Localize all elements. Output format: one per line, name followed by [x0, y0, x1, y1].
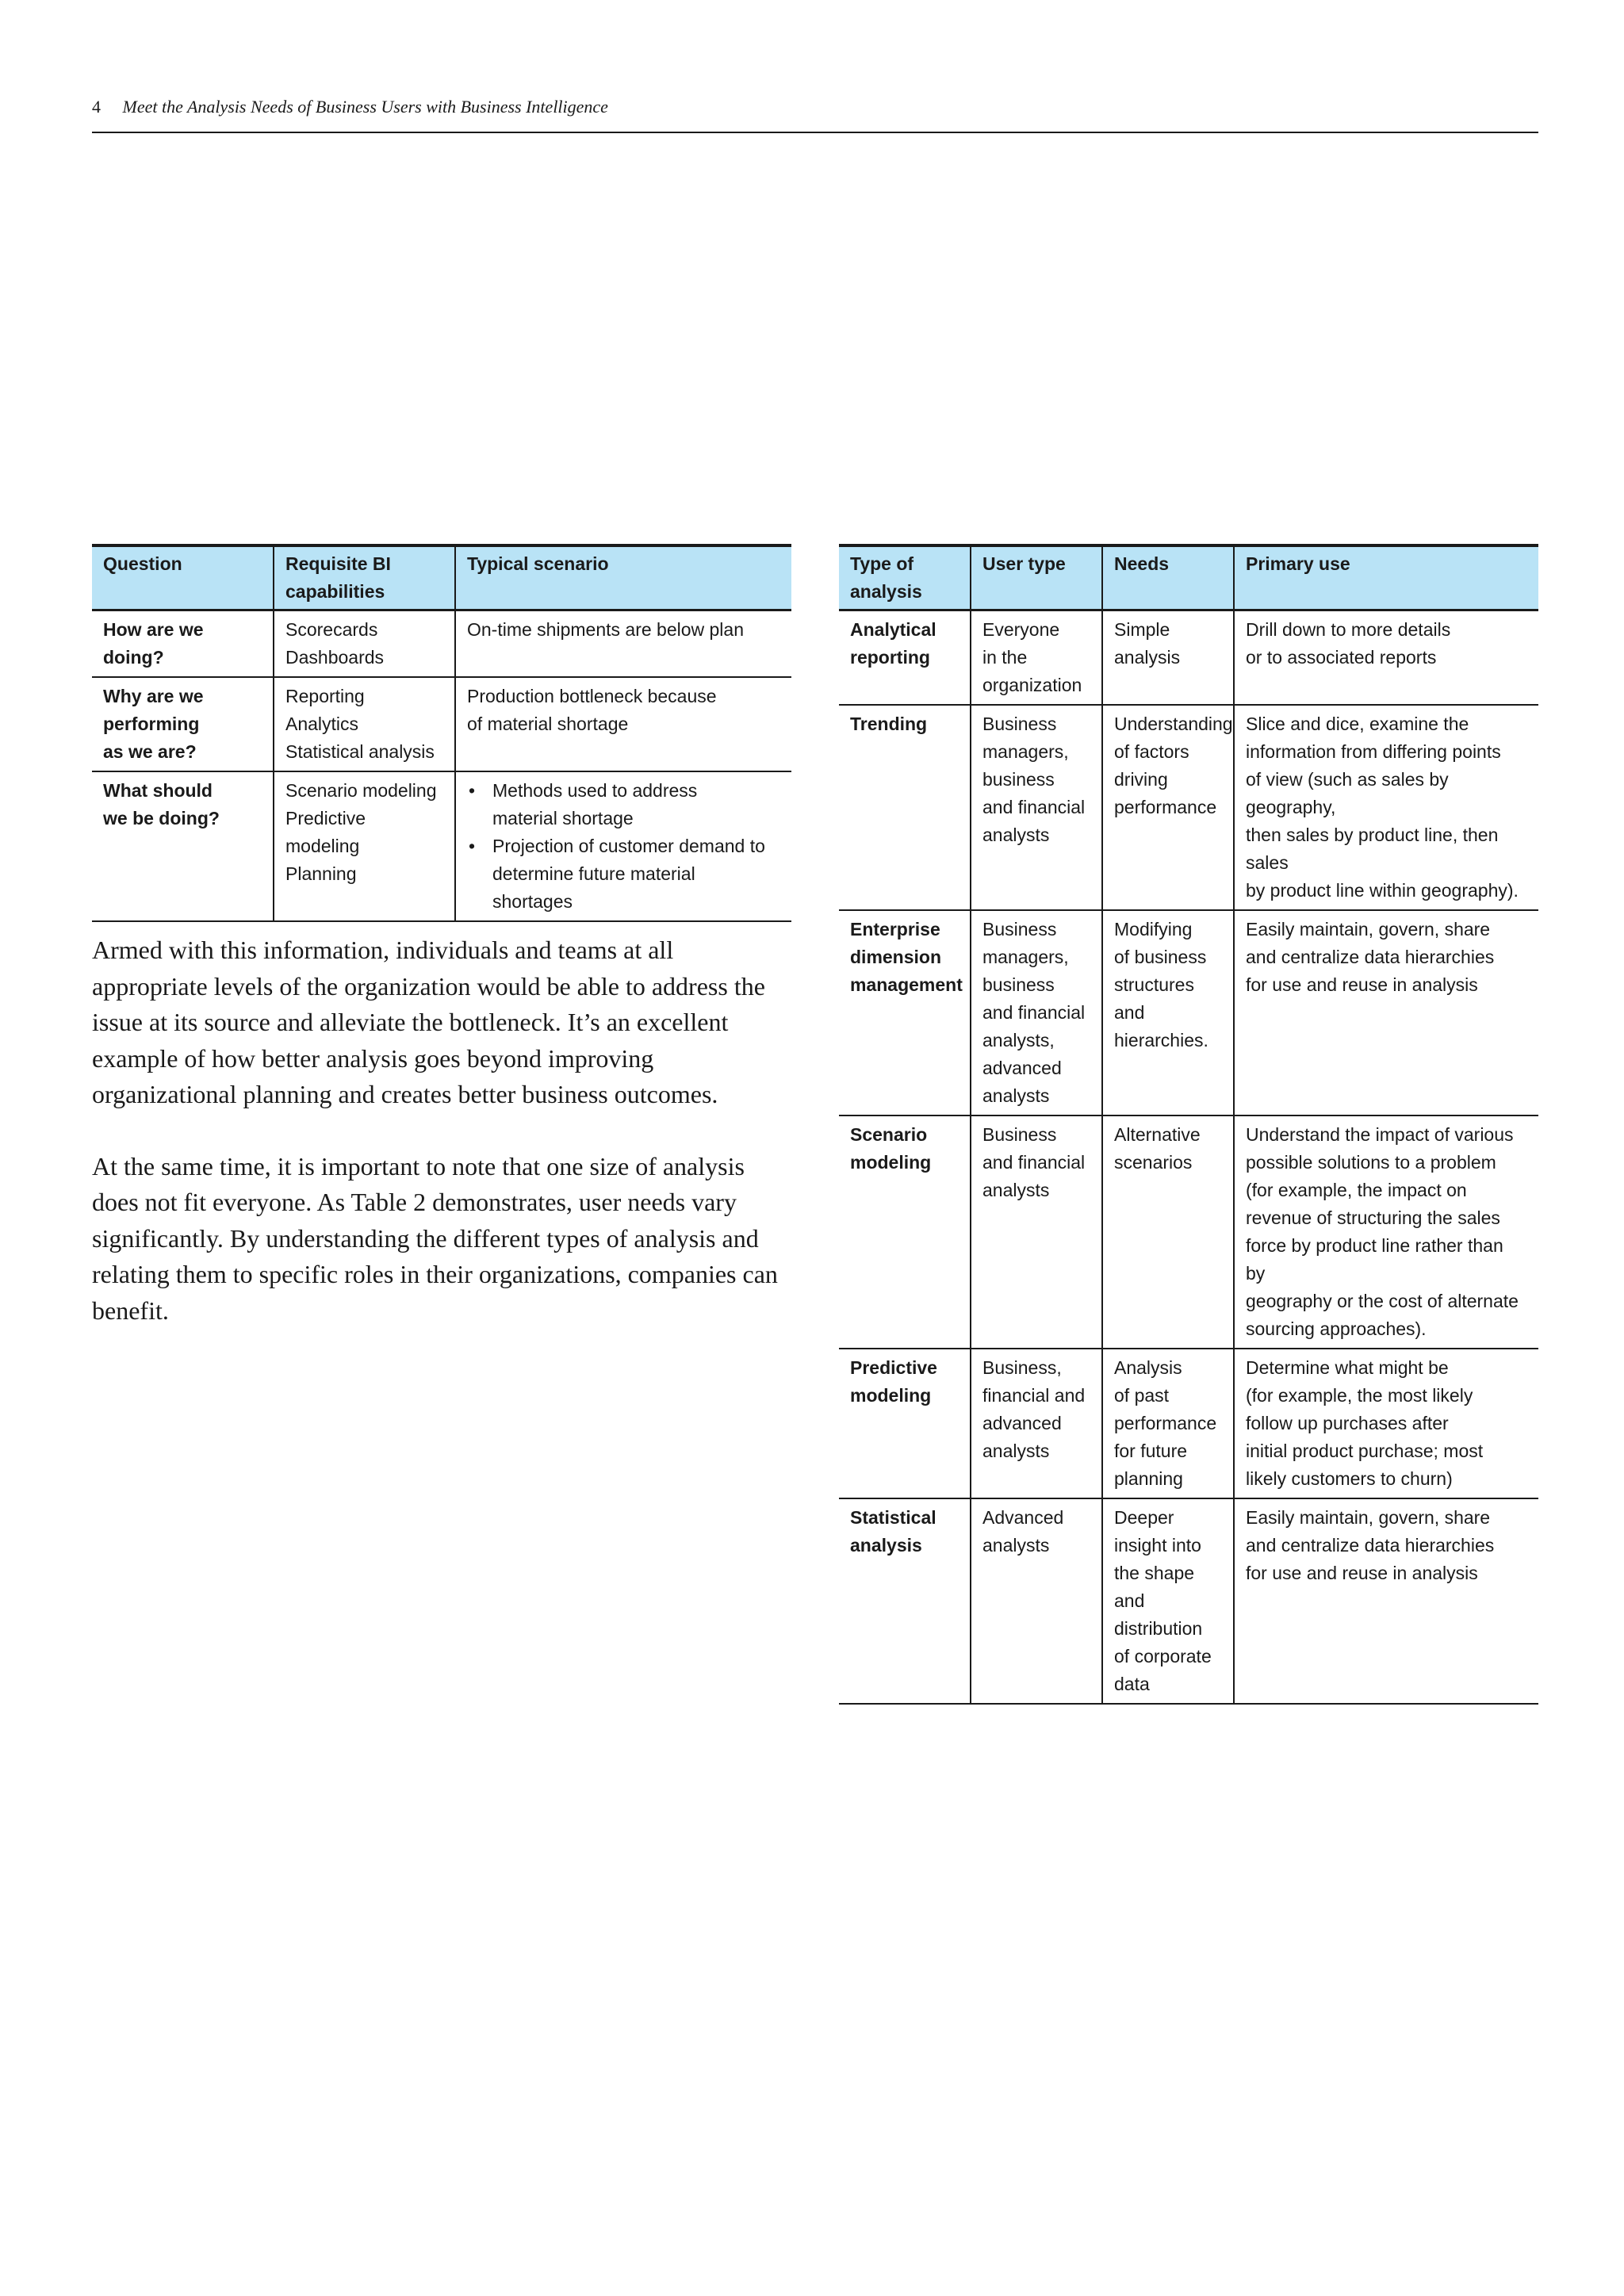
user-type-cell: Advanced analysts [971, 1498, 1102, 1704]
question-cell: What should we be doing? [92, 771, 274, 921]
capabilities-cell: Reporting Analytics Statistical analysis [274, 677, 455, 771]
body-paragraph: At the same time, it is important to note that one size of analysis does not fit everyone. As Table 2 demonstrates, user needs vary significantly. By understanding the different types of analysis and relating them to specific roles in their organizations, companies can benefit. [92, 1151, 778, 1325]
user-type-cell: Business managers, business and financial analysts, advanced analysts [971, 910, 1102, 1115]
scenario-cell: On-time shipments are below plan [455, 610, 791, 678]
primary-use-cell: Easily maintain, govern, share and centralize data hierarchies for use and reuse in analysis [1234, 1498, 1538, 1704]
capabilities-cell: Scorecards Dashboards [274, 610, 455, 678]
table-header-row [839, 545, 1538, 610]
table-row [839, 610, 1538, 706]
analysis-type-cell: Analytical reporting [839, 610, 971, 706]
user-type-cell: Everyone in the organization [971, 610, 1102, 706]
column-header-question: Question [92, 545, 274, 610]
column-header-primary-use: Primary use [1234, 545, 1538, 610]
scenario-cell [455, 771, 791, 921]
needs-cell: Modifying of business structures and hierarchies. [1102, 910, 1234, 1115]
table-header-row [92, 545, 791, 610]
bi-capabilities-table [92, 544, 791, 922]
capabilities-cell: Scenario modeling Predictive modeling Planning [274, 771, 455, 921]
analysis-type-cell: Enterprise dimension management [839, 910, 971, 1115]
primary-use-cell: Determine what might be (for example, the most likely follow up purchases after initial product purchase; most likely customers to churn) [1234, 1349, 1538, 1498]
primary-use-cell: Slice and dice, examine the information from differing points of view (such as sales by geography, then sales by product line, then sales by product line within geography). [1234, 705, 1538, 910]
table-row [839, 1115, 1538, 1349]
table-row [839, 1498, 1538, 1704]
primary-use-cell: Understand the impact of various possible solutions to a problem (for example, the impact on revenue of structuring the sales force by product line rather than by geography or the cost of alternate sourcing approaches). [1234, 1115, 1538, 1349]
scenario-bullet-list [467, 777, 780, 916]
needs-cell: Analysis of past performance for future planning [1102, 1349, 1234, 1498]
body-text [92, 932, 790, 1364]
analysis-type-cell: Predictive modeling [839, 1349, 971, 1498]
column-header-needs: Needs [1102, 545, 1234, 610]
table-row [839, 1349, 1538, 1498]
analysis-type-cell: Statistical analysis [839, 1498, 971, 1704]
primary-use-cell: Drill down to more details or to associated reports [1234, 610, 1538, 706]
column-header-user-type: User type [971, 545, 1102, 610]
table-row [92, 771, 791, 921]
running-head [92, 94, 1538, 133]
needs-cell: Deeper insight into the shape and distribution of corporate data [1102, 1498, 1234, 1704]
column-header-type: Type of analysis [839, 545, 971, 610]
table-row [92, 677, 791, 771]
column-header-scenario: Typical scenario [455, 545, 791, 610]
user-type-cell: Business and financial analysts [971, 1115, 1102, 1349]
question-cell: Why are we performing as we are? [92, 677, 274, 771]
needs-cell: Understanding of factors driving performance [1102, 705, 1234, 910]
body-paragraph: Armed with this information, individuals and teams at all appropriate levels of the organization would be able to address the issue at its source and alleviate the bottleneck. It’s an excellent example of how better analysis goes beyond improving organizational planning and creates better business outcomes. [92, 936, 765, 1108]
user-type-cell: Business managers, business and financial analysts [971, 705, 1102, 910]
question-cell: How are we doing? [92, 610, 274, 678]
bullet-item: • Projection of customer demand to determine future material shortages [467, 832, 780, 916]
analysis-types-table [839, 544, 1538, 1705]
running-title: Meet the Analysis Needs of Business Users with Business Intelligence [122, 97, 608, 117]
column-header-capabilities: Requisite BI capabilities [274, 545, 455, 610]
scenario-cell: Production bottleneck because of material shortage [455, 677, 791, 771]
analysis-type-cell: Trending [839, 705, 971, 910]
analysis-type-cell: Scenario modeling [839, 1115, 971, 1349]
user-type-cell: Business, financial and advanced analysts [971, 1349, 1102, 1498]
primary-use-cell: Easily maintain, govern, share and centralize data hierarchies for use and reuse in analysis [1234, 910, 1538, 1115]
needs-cell: Simple analysis [1102, 610, 1234, 706]
table-row [839, 910, 1538, 1115]
table-row [839, 705, 1538, 910]
needs-cell: Alternative scenarios [1102, 1115, 1234, 1349]
page-number: 4 [92, 97, 101, 117]
table-row [92, 610, 791, 678]
bullet-item: • Methods used to address material shortage [467, 777, 780, 832]
